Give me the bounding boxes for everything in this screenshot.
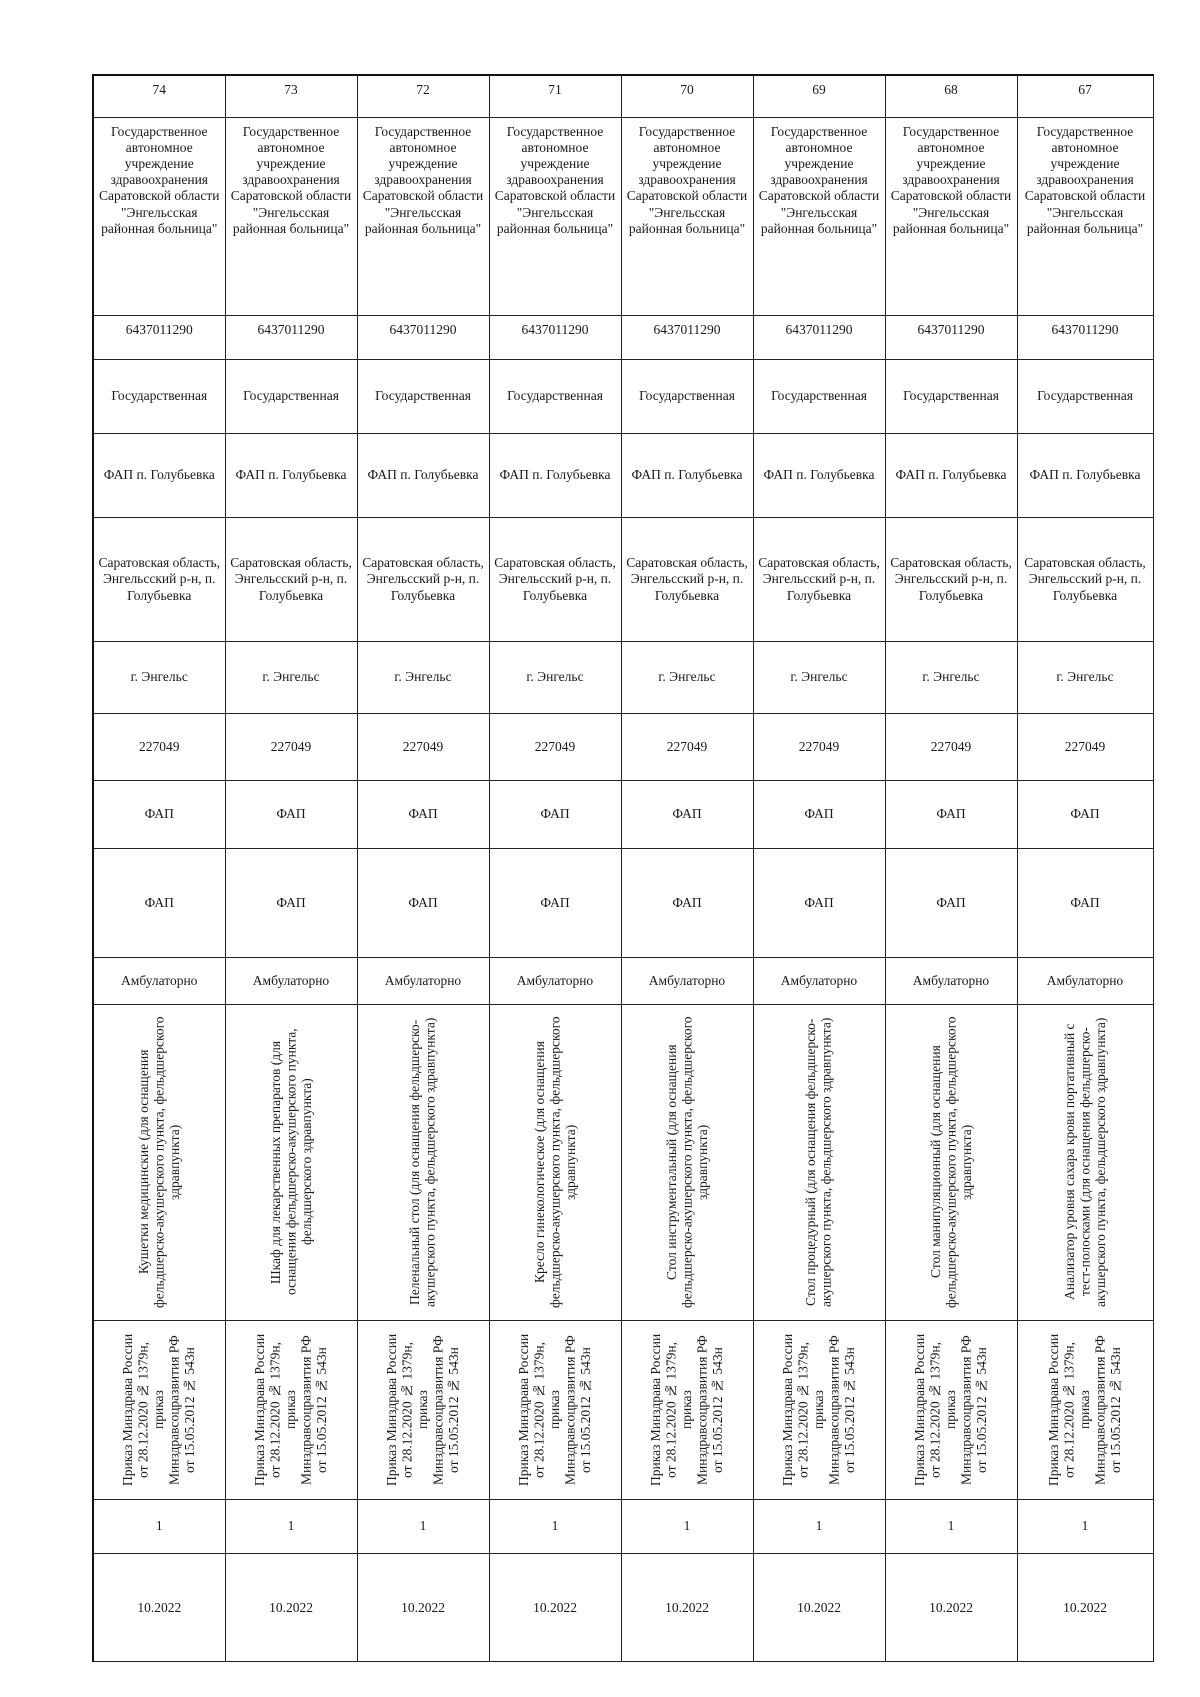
quantity-text: 1 [683, 1518, 691, 1534]
ownership-form-cell [357, 359, 489, 433]
organization-name-text: Государственное автономное учреждение здравоохранения Саратовской области "Энгельсская районная больница" [362, 123, 484, 236]
delivery-date-text: 10.2022 [1063, 1599, 1107, 1615]
column-number-text: 68 [944, 82, 958, 97]
unit-type-cell [621, 781, 753, 848]
ownership-form-text: Государственная [903, 388, 999, 404]
care-conditions-cell [885, 958, 1017, 1004]
unit-type-secondary-text: ФАП [408, 894, 438, 910]
inn-value-text: 6437011290 [1051, 321, 1119, 337]
unit-type-secondary-text: ФАП [540, 894, 570, 910]
city-name-text: г. Энгельс [790, 669, 848, 685]
care-conditions-text: Амбулаторно [384, 972, 462, 988]
quantity-text: 1 [815, 1518, 823, 1534]
unit-address-cell [93, 517, 225, 641]
column-number-text: 67 [1078, 82, 1092, 97]
column-number-cell [621, 75, 753, 117]
unit-name-text: ФАП п. Голубьевка [235, 467, 347, 483]
row-delivery-date [93, 1554, 1153, 1662]
organization-name-cell [225, 117, 357, 315]
delivery-date-text: 10.2022 [665, 1599, 709, 1615]
quantity-cell [357, 1499, 489, 1554]
unit-name-text: ФАП п. Голубьевка [499, 467, 611, 483]
quantity-text: 1 [419, 1518, 427, 1534]
ownership-form-text: Государственная [1037, 388, 1133, 404]
quantity-cell [753, 1499, 885, 1554]
care-conditions-cell [489, 958, 621, 1004]
equipment-name-text: Стол манипуляционный (для оснащения фельдшерско-акушерского пункта, фельдшерского здравпункта) [927, 1016, 974, 1308]
city-name-cell [489, 642, 621, 714]
regulatory-order-text: Приказ Минздрава России от 28.12.2020 № 1379н, приказ Минздравсоцразвития РФ от 15.05.2012 № 543н [780, 1333, 858, 1486]
column-number-text: 73 [284, 82, 298, 97]
unit-name-cell [489, 433, 621, 517]
quantity-text: 1 [1081, 1518, 1089, 1534]
ownership-form-cell [225, 359, 357, 433]
delivery-date-cell [885, 1554, 1017, 1662]
row-city-name [93, 642, 1153, 714]
unit-address-text: Саратовская область, Энгельсский р-н, п. Голубьевка [758, 555, 880, 603]
row-unit-address [93, 517, 1153, 641]
equipment-name-text: Анализатор уровня сахара крови портативный с тест-полосками (для оснащения фельдшерско-акушерского пункта, фельдшерского здравпункта) [1061, 1017, 1108, 1307]
unit-type-text: ФАП [144, 806, 174, 822]
city-name-text: г. Энгельс [658, 669, 716, 685]
unit-code-cell [357, 713, 489, 780]
unit-code-cell [885, 713, 1017, 780]
organization-name-text: Государственное автономное учреждение здравоохранения Саратовской области "Энгельсская районная больница" [1024, 123, 1146, 236]
delivery-date-text: 10.2022 [137, 1599, 182, 1615]
city-name-text: г. Энгельс [526, 669, 584, 685]
unit-type-cell [225, 781, 357, 848]
regulatory-order-cell [621, 1320, 753, 1499]
column-number-cell [885, 75, 1017, 117]
unit-type-secondary-text: ФАП [276, 894, 306, 910]
regulatory-order-cell [225, 1320, 357, 1499]
regulatory-order-text: Приказ Минздрава России от 28.12.2020 № 1379н, приказ Минздравсоцразвития РФ от 15.05.2012 № 543н [120, 1333, 198, 1486]
delivery-date-text: 10.2022 [533, 1599, 577, 1615]
care-conditions-cell [357, 958, 489, 1004]
equipment-name-cell [1017, 1004, 1153, 1320]
unit-type-secondary-cell [1017, 848, 1153, 958]
organization-name-cell [753, 117, 885, 315]
unit-address-cell [489, 517, 621, 641]
unit-code-text: 227049 [666, 738, 708, 754]
equipment-name-cell [489, 1004, 621, 1320]
quantity-cell [1017, 1499, 1153, 1554]
column-number-text: 71 [548, 82, 562, 97]
unit-type-secondary-text: ФАП [672, 894, 702, 910]
unit-address-text: Саратовская область, Энгельсский р-н, п. Голубьевка [626, 555, 748, 603]
city-name-cell [621, 642, 753, 714]
quantity-cell [885, 1499, 1017, 1554]
inn-value-cell [357, 315, 489, 359]
delivery-date-cell [753, 1554, 885, 1662]
unit-address-text: Саратовская область, Энгельсский р-н, п. Голубьевка [494, 555, 616, 603]
equipment-name-text: Шкаф для лекарственных препаратов (для оснащения фельдшерско-акушерского пункта, фельдшерского здравпункта) [267, 1028, 314, 1296]
organization-name-text: Государственное автономное учреждение здравоохранения Саратовской области "Энгельсская районная больница" [494, 123, 616, 236]
quantity-cell [225, 1499, 357, 1554]
document-sheet [92, 74, 1152, 1662]
organization-name-cell [93, 117, 225, 315]
unit-code-cell [225, 713, 357, 780]
unit-address-cell [357, 517, 489, 641]
organization-name-cell [1017, 117, 1153, 315]
row-unit-type-secondary [93, 848, 1153, 958]
organization-name-text: Государственное автономное учреждение здравоохранения Саратовской области "Энгельсская районная больница" [230, 123, 352, 236]
unit-code-text: 227049 [139, 738, 180, 754]
care-conditions-text: Амбулаторно [121, 972, 198, 988]
equipment-name-text: Стол процедурный (для оснащения фельдшерско-акушерского пункта, фельдшерского здравпункта) [803, 1017, 834, 1307]
ownership-form-cell [753, 359, 885, 433]
inn-value-cell [753, 315, 885, 359]
regulatory-order-cell [93, 1320, 225, 1499]
care-conditions-text: Амбулаторно [648, 972, 726, 988]
column-number-cell [93, 75, 225, 117]
regulatory-order-text: Приказ Минздрава России от 28.12.2020 № 1379н, приказ Минздравсоцразвития РФ от 15.05.2012 № 543н [1046, 1333, 1124, 1486]
unit-name-text: ФАП п. Голубьевка [1029, 467, 1141, 483]
organization-name-cell [489, 117, 621, 315]
unit-address-text: Саратовская область, Энгельсский р-н, п. Голубьевка [1024, 555, 1146, 603]
delivery-date-text: 10.2022 [797, 1599, 841, 1615]
unit-type-secondary-cell [93, 848, 225, 958]
inn-value-text: 6437011290 [653, 321, 721, 337]
delivery-date-cell [489, 1554, 621, 1662]
column-number-text: 72 [416, 82, 430, 97]
regulatory-order-text: Приказ Минздрава России от 28.12.2020 № 1379н, приказ Минздравсоцразвития РФ от 15.05.2012 № 543н [912, 1333, 990, 1486]
quantity-text: 1 [287, 1518, 295, 1534]
unit-name-text: ФАП п. Голубьевка [103, 467, 215, 483]
row-regulatory-order [93, 1320, 1153, 1499]
equipment-table [92, 74, 1154, 1662]
quantity-text: 1 [551, 1518, 559, 1534]
unit-type-secondary-cell [621, 848, 753, 958]
care-conditions-cell [93, 958, 225, 1004]
unit-address-cell [1017, 517, 1153, 641]
unit-name-text: ФАП п. Голубьевка [763, 467, 875, 483]
unit-code-text: 227049 [798, 738, 840, 754]
unit-type-text: ФАП [408, 806, 438, 822]
regulatory-order-text: Приказ Минздрава России от 28.12.2020 № 1379н, приказ Минздравсоцразвития РФ от 15.05.2012 № 543н [516, 1333, 594, 1486]
care-conditions-text: Амбулаторно [252, 972, 330, 988]
unit-address-text: Саратовская область, Энгельсский р-н, п. Голубьевка [230, 555, 352, 603]
organization-name-text: Государственное автономное учреждение здравоохранения Саратовской области "Энгельсская районная больница" [890, 123, 1012, 236]
delivery-date-text: 10.2022 [929, 1599, 973, 1615]
city-name-cell [357, 642, 489, 714]
unit-address-cell [885, 517, 1017, 641]
column-number-text: 69 [812, 82, 826, 97]
row-unit-code [93, 713, 1153, 780]
row-organization-name [93, 117, 1153, 315]
equipment-name-text: Стол инструментальный (для оснащения фельдшерско-акушерского пункта, фельдшерского здравпункта) [663, 1016, 710, 1308]
unit-type-cell [357, 781, 489, 848]
ownership-form-text: Государственная [243, 388, 339, 404]
unit-code-cell [1017, 713, 1153, 780]
row-unit-type [93, 781, 1153, 848]
unit-name-text: ФАП п. Голубьевка [631, 467, 743, 483]
ownership-form-cell [885, 359, 1017, 433]
quantity-cell [621, 1499, 753, 1554]
unit-type-secondary-cell [357, 848, 489, 958]
column-number-text: 74 [152, 82, 166, 97]
regulatory-order-cell [357, 1320, 489, 1499]
care-conditions-text: Амбулаторно [1046, 972, 1124, 988]
row-quantity [93, 1499, 1153, 1554]
city-name-cell [885, 642, 1017, 714]
equipment-name-cell [93, 1004, 225, 1320]
row-column-number [93, 75, 1153, 117]
row-care-conditions [93, 958, 1153, 1004]
city-name-cell [753, 642, 885, 714]
equipment-name-text: Пеленальный стол (для оснащения фельдшерско-акушерского пункта, фельдшерского здравпункта) [407, 1017, 438, 1307]
column-number-cell [225, 75, 357, 117]
care-conditions-cell [1017, 958, 1153, 1004]
organization-name-cell [357, 117, 489, 315]
unit-address-cell [753, 517, 885, 641]
organization-name-text: Государственное автономное учреждение здравоохранения Саратовской области "Энгельсская районная больница" [758, 123, 880, 236]
city-name-cell [225, 642, 357, 714]
city-name-text: г. Энгельс [394, 669, 452, 685]
unit-name-text: ФАП п. Голубьевка [895, 467, 1007, 483]
care-conditions-cell [225, 958, 357, 1004]
inn-value-cell [489, 315, 621, 359]
care-conditions-cell [753, 958, 885, 1004]
regulatory-order-text: Приказ Минздрава России от 28.12.2020 № 1379н, приказ Минздравсоцразвития РФ от 15.05.2012 № 543н [648, 1333, 726, 1486]
unit-name-cell [753, 433, 885, 517]
inn-value-cell [621, 315, 753, 359]
unit-type-text: ФАП [540, 806, 570, 822]
regulatory-order-text: Приказ Минздрава России от 28.12.2020 № 1379н, приказ Минздравсоцразвития РФ от 15.05.2012 № 543н [384, 1333, 462, 1486]
row-equipment-name [93, 1004, 1153, 1320]
organization-name-text: Государственное автономное учреждение здравоохранения Саратовской области "Энгельсская районная больница" [99, 123, 220, 236]
row-inn-value [93, 315, 1153, 359]
unit-type-cell [93, 781, 225, 848]
inn-value-cell [1017, 315, 1153, 359]
unit-type-secondary-cell [753, 848, 885, 958]
ownership-form-cell [489, 359, 621, 433]
unit-type-cell [753, 781, 885, 848]
organization-name-cell [885, 117, 1017, 315]
equipment-name-cell [753, 1004, 885, 1320]
care-conditions-text: Амбулаторно [780, 972, 858, 988]
unit-type-cell [1017, 781, 1153, 848]
row-ownership-form [93, 359, 1153, 433]
unit-code-cell [753, 713, 885, 780]
unit-name-cell [885, 433, 1017, 517]
inn-value-text: 6437011290 [521, 321, 589, 337]
inn-value-cell [225, 315, 357, 359]
equipment-name-cell [621, 1004, 753, 1320]
unit-type-text: ФАП [804, 806, 834, 822]
equipment-name-cell [357, 1004, 489, 1320]
unit-name-text: ФАП п. Голубьевка [367, 467, 479, 483]
inn-value-text: 6437011290 [389, 321, 457, 337]
unit-code-cell [93, 713, 225, 780]
quantity-cell [489, 1499, 621, 1554]
unit-type-secondary-cell [885, 848, 1017, 958]
column-number-cell [357, 75, 489, 117]
inn-value-text: 6437011290 [257, 321, 325, 337]
unit-address-text: Саратовская область, Энгельсский р-н, п. Голубьевка [362, 555, 484, 603]
unit-code-text: 227049 [930, 738, 972, 754]
unit-type-text: ФАП [276, 806, 306, 822]
column-number-cell [1017, 75, 1153, 117]
regulatory-order-cell [489, 1320, 621, 1499]
unit-name-cell [621, 433, 753, 517]
quantity-text: 1 [155, 1518, 163, 1534]
city-name-text: г. Энгельс [922, 669, 980, 685]
unit-type-text: ФАП [1070, 806, 1100, 822]
organization-name-cell [621, 117, 753, 315]
unit-code-text: 227049 [402, 738, 444, 754]
delivery-date-text: 10.2022 [401, 1599, 445, 1615]
delivery-date-cell [225, 1554, 357, 1662]
delivery-date-cell [621, 1554, 753, 1662]
care-conditions-text: Амбулаторно [912, 972, 990, 988]
unit-code-cell [489, 713, 621, 780]
equipment-name-cell [885, 1004, 1017, 1320]
unit-code-text: 227049 [270, 738, 312, 754]
unit-type-cell [489, 781, 621, 848]
unit-name-cell [93, 433, 225, 517]
unit-code-text: 227049 [1064, 738, 1106, 754]
inn-value-text: 6437011290 [785, 321, 853, 337]
unit-type-text: ФАП [936, 806, 966, 822]
regulatory-order-cell [1017, 1320, 1153, 1499]
ownership-form-text: Государственная [111, 388, 208, 404]
city-name-text: г. Энгельс [1056, 669, 1114, 685]
city-name-text: г. Энгельс [130, 669, 188, 685]
ownership-form-text: Государственная [375, 388, 471, 404]
city-name-text: г. Энгельс [262, 669, 320, 685]
ownership-form-text: Государственная [507, 388, 603, 404]
inn-value-cell [885, 315, 1017, 359]
unit-type-secondary-text: ФАП [804, 894, 834, 910]
city-name-cell [93, 642, 225, 714]
quantity-cell [93, 1499, 225, 1554]
unit-type-secondary-text: ФАП [1070, 894, 1100, 910]
delivery-date-cell [1017, 1554, 1153, 1662]
unit-type-secondary-cell [489, 848, 621, 958]
column-number-text: 70 [680, 82, 694, 97]
equipment-name-cell [225, 1004, 357, 1320]
care-conditions-cell [621, 958, 753, 1004]
city-name-cell [1017, 642, 1153, 714]
row-unit-name [93, 433, 1153, 517]
unit-type-secondary-text: ФАП [936, 894, 966, 910]
regulatory-order-cell [885, 1320, 1017, 1499]
column-number-cell [753, 75, 885, 117]
unit-address-cell [225, 517, 357, 641]
unit-type-secondary-cell [225, 848, 357, 958]
unit-address-cell [621, 517, 753, 641]
unit-type-cell [885, 781, 1017, 848]
unit-code-cell [621, 713, 753, 780]
delivery-date-text: 10.2022 [269, 1599, 313, 1615]
delivery-date-cell [93, 1554, 225, 1662]
care-conditions-text: Амбулаторно [516, 972, 594, 988]
regulatory-order-cell [753, 1320, 885, 1499]
organization-name-text: Государственное автономное учреждение здравоохранения Саратовской области "Энгельсская районная больница" [626, 123, 748, 236]
equipment-name-text: Кушетки медицинские (для оснащения фельдшерско-акушерского пункта, фельдшерского здравпункта) [135, 1016, 182, 1308]
inn-value-cell [93, 315, 225, 359]
unit-name-cell [1017, 433, 1153, 517]
unit-name-cell [225, 433, 357, 517]
quantity-text: 1 [947, 1518, 955, 1534]
inn-value-text: 6437011290 [125, 321, 193, 337]
ownership-form-cell [1017, 359, 1153, 433]
unit-type-secondary-text: ФАП [144, 894, 174, 910]
unit-type-text: ФАП [672, 806, 702, 822]
ownership-form-text: Государственная [639, 388, 735, 404]
unit-name-cell [357, 433, 489, 517]
ownership-form-cell [621, 359, 753, 433]
equipment-name-text: Кресло гинекологическое (для оснащения фельдшерско-акушерского пункта, фельдшерского здравпункта) [531, 1016, 578, 1308]
ownership-form-cell [93, 359, 225, 433]
unit-code-text: 227049 [534, 738, 576, 754]
ownership-form-text: Государственная [771, 388, 867, 404]
regulatory-order-text: Приказ Минздрава России от 28.12.2020 № 1379н, приказ Минздравсоцразвития РФ от 15.05.2012 № 543н [252, 1333, 330, 1486]
unit-address-text: Саратовская область, Энгельсский р-н, п. Голубьевка [890, 555, 1012, 603]
unit-address-text: Саратовская область, Энгельсский р-н, п. Голубьевка [98, 555, 220, 603]
inn-value-text: 6437011290 [917, 321, 985, 337]
delivery-date-cell [357, 1554, 489, 1662]
column-number-cell [489, 75, 621, 117]
